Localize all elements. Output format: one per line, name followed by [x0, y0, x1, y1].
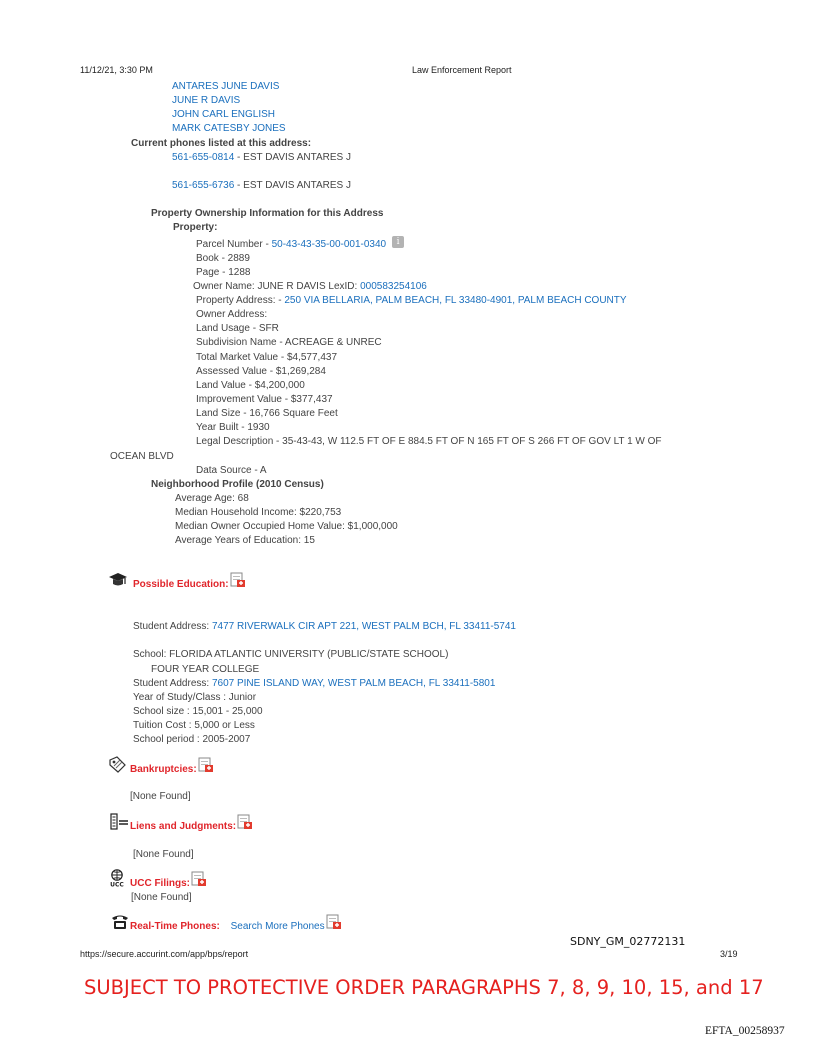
average-education: Average Years of Education: 15	[175, 535, 315, 546]
land-value: Land Value - $4,200,000	[196, 380, 305, 391]
bankruptcy-tag-icon	[108, 756, 128, 774]
year-of-study: Year of Study/Class : Junior	[133, 692, 257, 703]
legal-description: Legal Description - 35-43-43, W 112.5 FT OF E 884.5 FT OF N 165 FT OF S 266 FT OF GOV LT 1 W OF	[196, 436, 662, 447]
legal-description-continued: OCEAN BLVD	[110, 451, 174, 462]
pdf-export-icon[interactable]	[191, 871, 207, 887]
phone-entry	[172, 179, 351, 193]
improvement-value: Improvement Value - $377,437	[196, 394, 333, 405]
parcel-number-row	[196, 238, 404, 252]
efta-number: EFTA_00258937	[705, 1025, 785, 1037]
student-address-link[interactable]: 7607 PINE ISLAND WAY, WEST PALM BEACH, FL 33411-5801	[211, 678, 496, 689]
footer-page-number: 3/19	[720, 949, 738, 959]
parcel-number-link[interactable]: 50-43-43-35-00-001-0340	[271, 239, 387, 250]
property-address-row	[196, 294, 627, 308]
median-home-value: Median Owner Occupied Home Value: $1,000,000	[175, 521, 398, 532]
page-number: Page - 1288	[196, 267, 251, 278]
resident-link[interactable]: MARK CATESBY JONES	[172, 123, 286, 134]
bankruptcies-heading	[130, 763, 214, 777]
liens-judgments-heading	[130, 820, 253, 834]
student-address-label: Student Address:	[133, 621, 212, 632]
report-title: Law Enforcement Report	[412, 65, 512, 75]
data-source: Data Source - A	[196, 465, 267, 476]
year-built: Year Built - 1930	[196, 422, 270, 433]
neighborhood-heading: Neighborhood Profile (2010 Census)	[151, 479, 324, 490]
bates-number: SDNY_GM_02772131	[570, 935, 686, 948]
protective-order-notice: SUBJECT TO PROTECTIVE ORDER PARAGRAPHS 7, 8, 9, 10, 15, and 17	[84, 976, 764, 999]
ucc-value: [None Found]	[131, 892, 192, 903]
student-address-link[interactable]: 7477 RIVERWALK CIR APT 221, WEST PALM BCH, FL 33411-5741	[211, 621, 516, 632]
total-market-value: Total Market Value - $4,577,437	[196, 352, 338, 363]
school-name: School: FLORIDA ATLANTIC UNIVERSITY (PUBLIC/STATE SCHOOL)	[133, 649, 449, 660]
student-address-row	[133, 620, 516, 634]
svg-text:UCC: UCC	[110, 881, 124, 887]
bankruptcies-value: [None Found]	[130, 791, 191, 802]
average-age: Average Age: 68	[175, 493, 249, 504]
land-usage: Land Usage - SFR	[196, 323, 279, 334]
property-address-label: Property Address: -	[196, 295, 285, 306]
pdf-export-icon[interactable]	[326, 914, 342, 930]
liens-value: [None Found]	[133, 849, 194, 860]
section-title: Bankruptcies:	[130, 764, 197, 775]
parcel-label: Parcel Number -	[196, 239, 272, 250]
phone-owner: - EST DAVIS ANTARES J	[234, 180, 351, 191]
property-ownership-heading: Property Ownership Information for this Address	[151, 208, 384, 219]
owner-address: Owner Address:	[196, 309, 268, 320]
section-title: Liens and Judgments:	[130, 821, 237, 832]
land-size: Land Size - 16,766 Square Feet	[196, 408, 338, 419]
lexid-link[interactable]: 000583254106	[360, 281, 427, 292]
school-type: FOUR YEAR COLLEGE	[151, 664, 260, 675]
assessed-value: Assessed Value - $1,269,284	[196, 366, 326, 377]
pdf-export-icon[interactable]	[230, 572, 246, 588]
telephone-icon	[110, 913, 130, 931]
school-size: School size : 15,001 - 25,000	[133, 706, 263, 717]
book: Book - 2889	[196, 253, 250, 264]
student-address-row	[133, 677, 495, 691]
possible-education-heading	[133, 578, 246, 592]
resident-link[interactable]: JOHN CARL ENGLISH	[172, 109, 275, 120]
footer-url: https://secure.accurint.com/app/bps/report	[80, 949, 249, 959]
property-address-link[interactable]: 250 VIA BELLARIA, PALM BEACH, FL 33480-4901, PALM BEACH COUNTY	[284, 295, 627, 306]
tuition-cost: Tuition Cost : 5,000 or Less	[133, 720, 255, 731]
owner-name: Owner Name: JUNE R DAVIS LexID:	[193, 281, 361, 292]
liens-document-icon	[110, 813, 130, 831]
graduation-cap-icon	[108, 571, 128, 589]
section-title: Possible Education:	[133, 579, 229, 590]
info-icon[interactable]: i	[392, 236, 404, 248]
phone-entry	[172, 151, 351, 165]
pdf-export-icon[interactable]	[237, 814, 253, 830]
ucc-globe-icon	[107, 869, 127, 887]
median-household-income: Median Household Income: $220,753	[175, 507, 342, 518]
real-time-phones-row	[130, 920, 342, 934]
owner-name-row	[193, 280, 427, 294]
current-phones-heading: Current phones listed at this address:	[131, 138, 312, 149]
resident-link[interactable]: JUNE R DAVIS	[172, 95, 241, 106]
print-datetime: 11/12/21, 3:30 PM	[80, 65, 153, 75]
school-period: School period : 2005-2007	[133, 734, 251, 745]
real-time-phones-heading: Real-Time Phones:	[130, 921, 220, 932]
phone-number-link[interactable]: 561-655-0814	[172, 152, 235, 163]
resident-link[interactable]: ANTARES JUNE DAVIS	[172, 81, 280, 92]
subdivision-name: Subdivision Name - ACREAGE & UNREC	[196, 337, 382, 348]
search-more-phones-link[interactable]: Search More Phones	[230, 921, 325, 932]
phone-number-link[interactable]: 561-655-6736	[172, 180, 235, 191]
section-title: UCC Filings:	[130, 878, 190, 889]
ucc-filings-heading	[130, 877, 207, 891]
student-address-label: Student Address:	[133, 678, 212, 689]
pdf-export-icon[interactable]	[198, 757, 214, 773]
phone-owner: - EST DAVIS ANTARES J	[234, 152, 351, 163]
property-subheading: Property:	[173, 222, 218, 233]
